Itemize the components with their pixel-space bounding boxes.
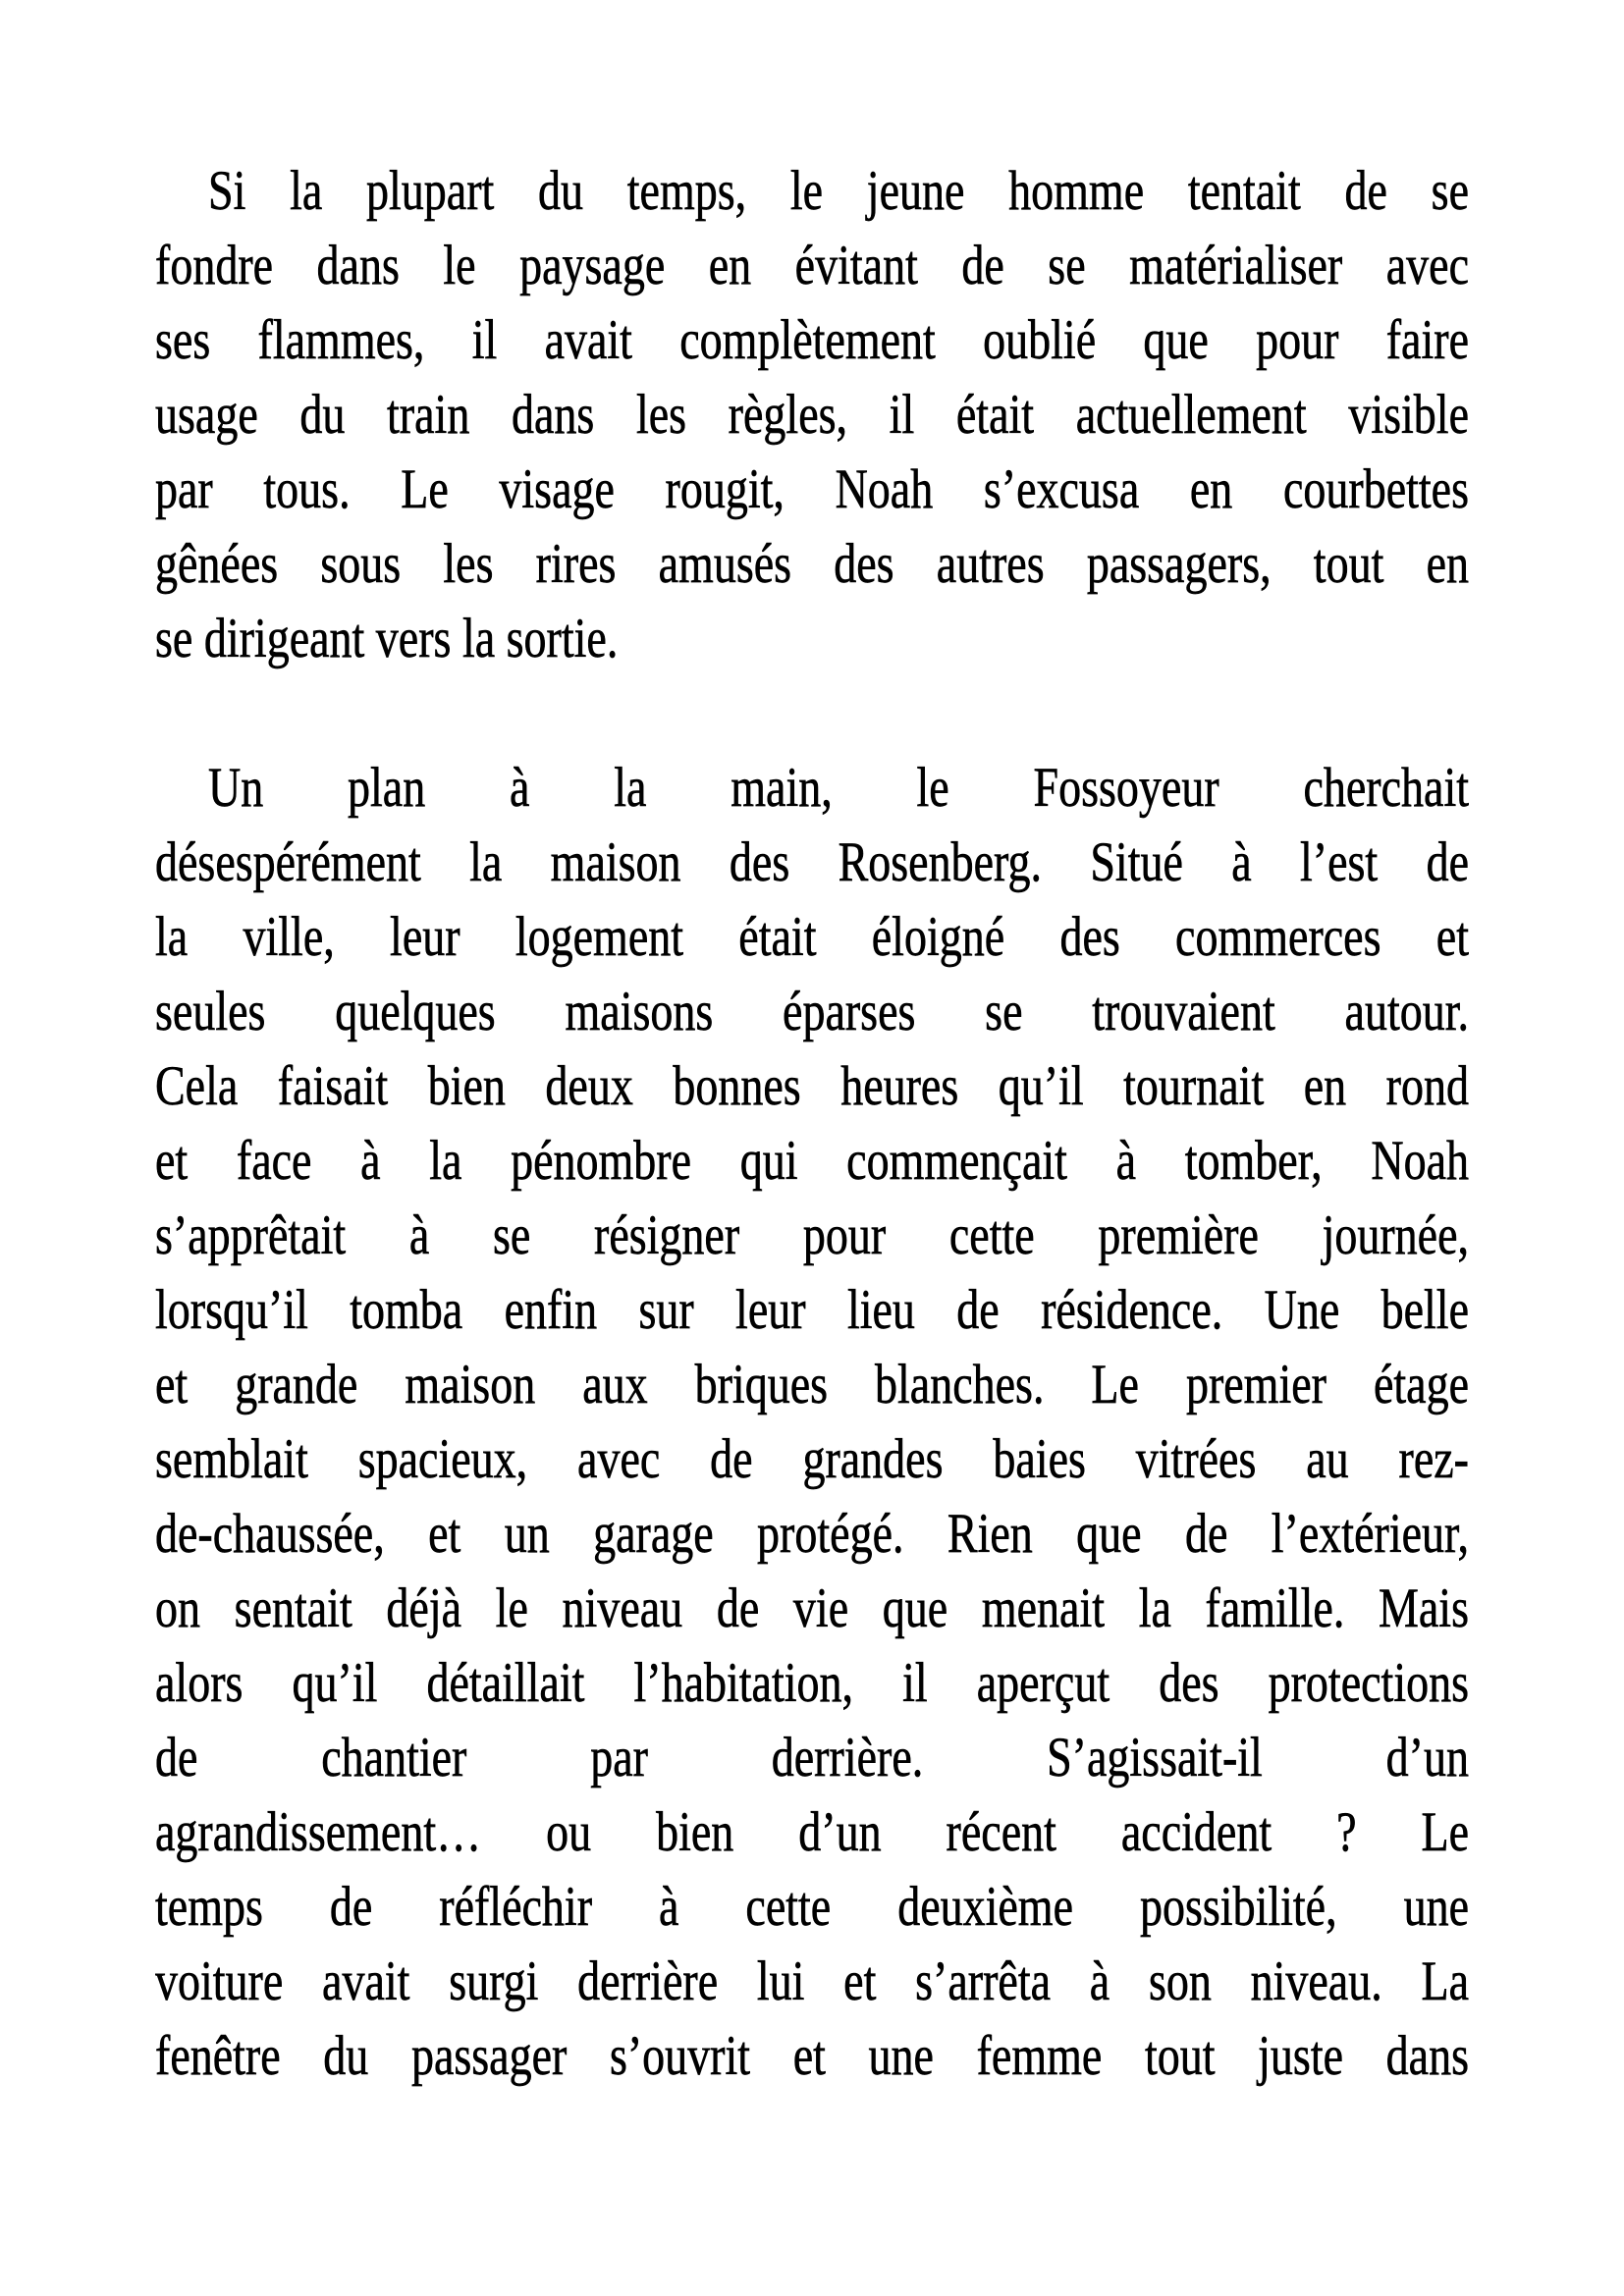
- text-line: semblait spacieux, avec de grandes baies vitrées au rez-: [155, 1426, 1469, 1490]
- text-line: alors qu’il détaillait l’habitation, il aperçut des protections: [155, 1650, 1469, 1714]
- text-line: de chantier par derrière. S’agissait-il d’un: [155, 1725, 1469, 1789]
- text-line: et grande maison aux briques blanches. Le premier étage: [155, 1352, 1469, 1415]
- paragraph: [155, 153, 1469, 675]
- text-line: fondre dans le paysage en évitant de se matérialiser avec: [155, 233, 1469, 296]
- page-text: [155, 153, 1469, 2093]
- text-line: fenêtre du passager s’ouvrit et une femme tout juste dans: [155, 2023, 1469, 2087]
- text-line: la ville, leur logement était éloigné des commerces et: [155, 904, 1469, 968]
- text-line: lorsqu’il tomba enfin sur leur lieu de résidence. Une belle: [155, 1277, 1469, 1341]
- text-line: usage du train dans les règles, il était actuellement visible: [155, 382, 1469, 446]
- text-line: se dirigeant vers la sortie.: [155, 606, 619, 669]
- text-line: par tous. Le visage rougit, Noah s’excusa en courbettes: [155, 456, 1469, 520]
- text-line: et face à la pénombre qui commençait à tomber, Noah: [155, 1128, 1469, 1192]
- text-line: ses flammes, il avait complètement oublié que pour faire: [155, 307, 1469, 371]
- text-line: Un plan à la main, le Fossoyeur cherchait: [208, 755, 1469, 819]
- text-line: seules quelques maisons éparses se trouvaient autour.: [155, 979, 1469, 1042]
- text-line: voiture avait surgi derrière lui et s’arrêta à son niveau. La: [155, 1949, 1469, 2012]
- text-line: temps de réfléchir à cette deuxième possibilité, une: [155, 1874, 1469, 1938]
- paragraph: [155, 750, 1469, 2093]
- text-line: Cela faisait bien deux bonnes heures qu’il tournait en rond: [155, 1053, 1469, 1117]
- text-line: agrandissement… ou bien d’un récent accident ? Le: [155, 1799, 1469, 1863]
- text-line: désespérément la maison des Rosenberg. Situé à l’est de: [155, 829, 1469, 893]
- text-line: Si la plupart du temps, le jeune homme tentait de se: [208, 158, 1469, 222]
- text-line: s’apprêtait à se résigner pour cette première journée,: [155, 1202, 1469, 1266]
- text-line: de-chaussée, et un garage protégé. Rien que de l’extérieur,: [155, 1501, 1469, 1565]
- text-line: gênées sous les rires amusés des autres passagers, tout en: [155, 531, 1469, 595]
- text-line: on sentait déjà le niveau de vie que menait la famille. Mais: [155, 1575, 1469, 1639]
